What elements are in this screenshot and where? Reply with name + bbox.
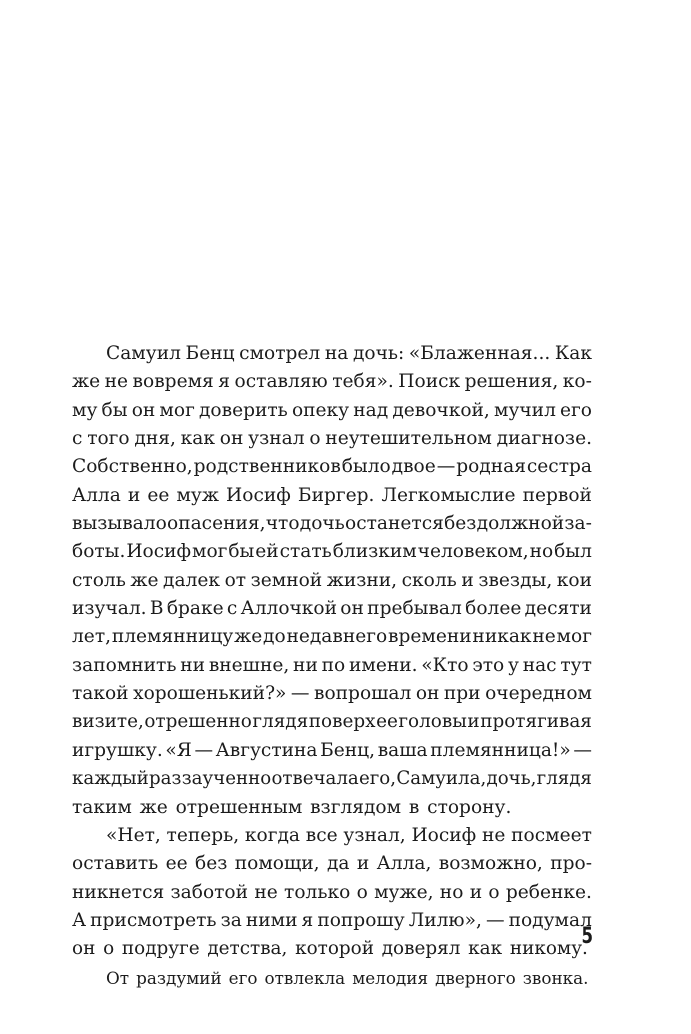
text-line: вызывало опасения, что дочь останется без должной за- [72, 513, 592, 535]
text-line: такой хорошенький?» — вопрошал он при очередном [72, 683, 592, 705]
text-line: оставить ее без помощи, да и Алла, возможно, про- [72, 853, 592, 875]
text-line: таким же отрешенным взглядом в сторону. [72, 796, 512, 818]
text-line: он о подруге детства, которой доверял как никому. [72, 938, 588, 960]
body-text [72, 340, 592, 992]
text-line: столь же далек от земной жизни, сколь и звезды, кои [72, 569, 592, 591]
text-line: боты. Иосиф мог бы ей стать близким человеком, но был [72, 541, 592, 563]
text-line: же не вовремя я оставляю тебя». Поиск решения, ко- [72, 371, 592, 393]
text-line: От раздумий его отвлекла мелодия дверного звонка. [106, 967, 589, 988]
text-line: каждый раз заученно отвечала его, Самуила, дочь, глядя [72, 768, 592, 790]
text-line: лет, племянницу же до недавнего времени никак не мог [72, 626, 592, 648]
text-line: А присмотреть за ними я попрошу Лилю», — подумал [72, 909, 592, 931]
text-line: визите, отрешенно глядя поверх ее головы и протягивая [72, 711, 592, 733]
text-line: Собственно, родственников было двое — родная сестра [72, 456, 592, 478]
text-line: «Нет, теперь, когда все узнал, Иосиф не посмеет [106, 824, 592, 846]
text-line: с того дня, как он узнал о неутешительном диагнозе. [72, 428, 592, 450]
text-line: му бы он мог доверить опеку над девочкой, мучил его [72, 399, 592, 421]
text-line: игрушку. «Я — Августина Бенц, ваша племянница!» — [72, 739, 592, 761]
text-line: Самуил Бенц смотрел на дочь: «Блаженная... Как [106, 343, 592, 364]
page-number: 5 [581, 924, 593, 949]
text-line: запомнить ни внешне, ни по имени. «Кто это у нас тут [72, 654, 592, 676]
text-line: изучал. В браке с Аллочкой он пребывал более десяти [72, 598, 592, 620]
text-line: никнется заботой не только о муже, но и о ребенке. [72, 881, 592, 903]
text-line: Алла и ее муж Иосиф Биргер. Легкомыслие первой [72, 484, 592, 506]
